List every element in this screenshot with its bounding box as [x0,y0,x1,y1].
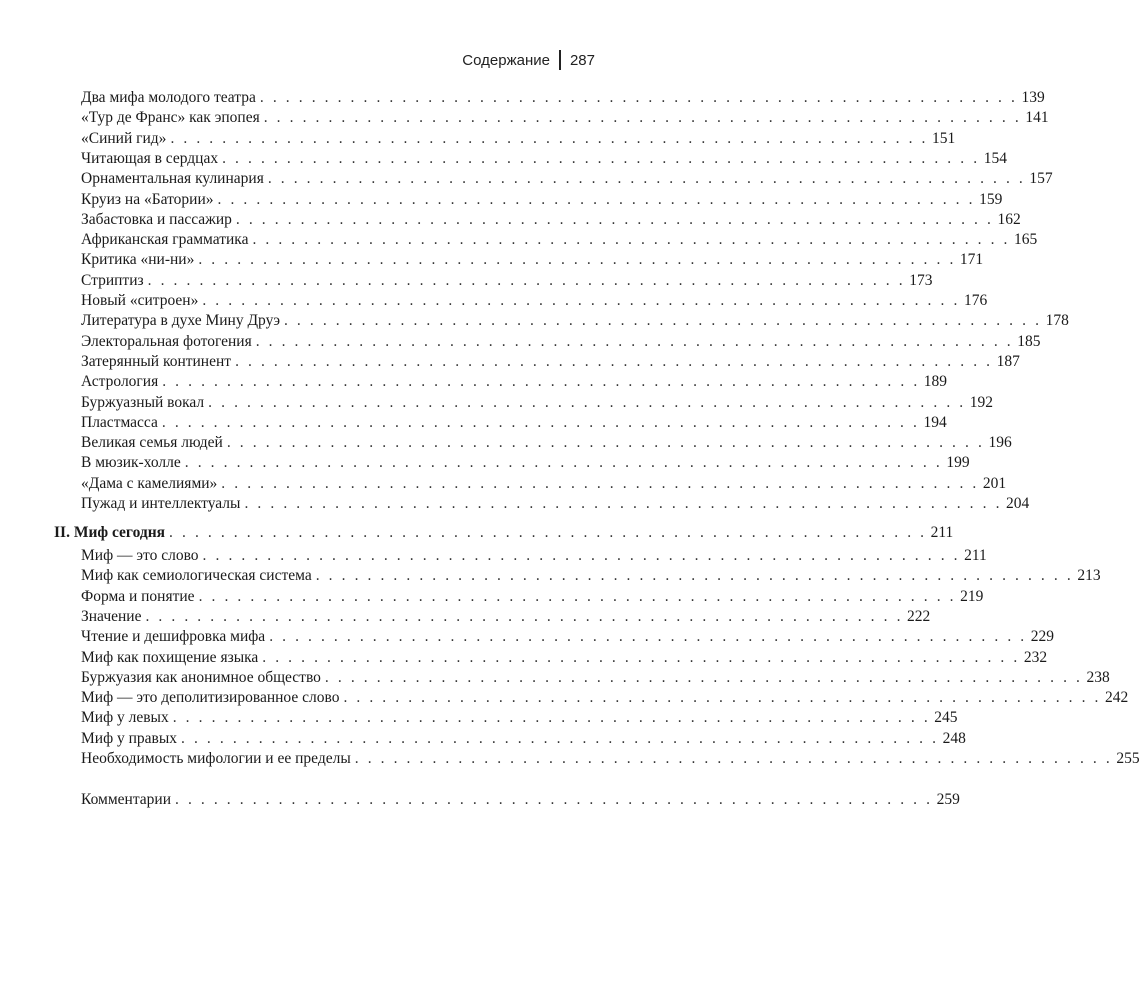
toc-entry-title: Два мифа молодого театра [81,89,256,106]
toc-entry-page: 204 [1006,495,1030,512]
toc-leader-dots: . . . . . . . . . . . . . . . . . . . . . . . . . . . . . . . . . . . . . . . . . . . . . . . . . . . . . . . . . . . [217,190,976,208]
toc-entry-page: 187 [996,352,1020,370]
toc-entry [54,523,954,543]
toc-entry-title: Значение [81,607,142,625]
toc-entry-title: «Тур де Франс» как эпопея [81,109,260,127]
toc-leader-dots: . . . . . . . . . . . . . . . . . . . . . . . . . . . . . . . . . . . . . . . . . . . . . . . . . . . . . . . . . . . [175,791,933,808]
toc-entry-title: Чтение и дешифровка мифа [81,628,266,646]
toc-leader-dots: . . . . . . . . . . . . . . . . . . . . . . . . . . . . . . . . . . . . . . . . . . . . . . . . . . . . . . . . . . . [267,170,1026,188]
toc-entry-page: 165 [1014,231,1038,249]
toc-entry-page: 213 [1077,567,1101,585]
toc-leader-dots: . . . . . . . . . . . . . . . . . . . . . . . . . . . . . . . . . . . . . . . . . . . . . . . . . . . . . . . . . . . [147,271,906,289]
toc-entry-title: Миф — это слово [81,547,199,564]
toc-leader-dots: . . . . . . . . . . . . . . . . . . . . . . . . . . . . . . . . . . . . . . . . . . . . . . . . . . . . . . . . . . . [172,709,931,727]
toc-entry-title: Миф как похищение языка [81,648,259,666]
toc-entry-title: Комментарии [81,791,171,808]
toc-entry-page: 232 [1023,648,1048,666]
toc-entry [54,352,1020,372]
toc-entry-page: 171 [959,251,984,269]
toc-entry-title: Астрология [81,373,159,391]
toc-leader-dots: . . . . . . . . . . . . . . . . . . . . . . . . . . . . . . . . . . . . . . . . . . . . . . . . . . . . . . . . . . . [170,129,929,147]
running-head-divider [559,50,561,70]
toc-entry [54,474,1007,494]
toc-entry [54,708,958,728]
toc-entry-page: 192 [969,393,993,411]
toc-entry [54,627,1055,647]
toc-leader-dots: . . . . . . . . . . . . . . . . . . . . . . . . . . . . . . . . . . . . . . . . . . . . . . . . . . . . . . . . . . . [198,587,957,605]
toc-entry-title: Буржуазный вокал [81,393,205,411]
toc-entry-title: Миф у правых [81,729,178,747]
toc-leader-dots: . . . . . . . . . . . . . . . . . . . . . . . . . . . . . . . . . . . . . . . . . . . . . . . . . . . . . . . . . . . [181,729,939,747]
toc-entry-title: Литература в духе Мину Друэ [81,312,280,330]
toc-entry-title: Пужад и интеллектуалы [81,495,241,512]
toc-leader-dots: . . . . . . . . . . . . . . . . . . . . . . . . . . . . . . . . . . . . . . . . . . . . . . . . . . . . . . . . . . . [255,332,1014,350]
toc-entry-title: Забастовка и пассажир [81,210,232,228]
toc-entry-page: 185 [1017,332,1041,350]
toc-entry-title: Миф как семиологическая система [81,567,312,585]
toc-entry-title: «Синий гид» [81,129,167,147]
toc-leader-dots: . . . . . . . . . . . . . . . . . . . . . . . . . . . . . . . . . . . . . . . . . . . . . . . . . . . . . . . . . . . [202,547,961,564]
toc-leader-dots: . . . . . . . . . . . . . . . . . . . . . . . . . . . . . . . . . . . . . . . . . . . . . . . . . . . . . . . . . . . [184,454,943,472]
toc-leader-dots: . . . . . . . . . . . . . . . . . . . . . . . . . . . . . . . . . . . . . . . . . . . . . . . . . . . . . . . . . . . [226,434,985,452]
toc-entry [54,169,1053,189]
toc-entry [54,291,988,311]
toc-entry-title: Миф у левых [81,709,169,727]
toc-leader-dots: . . . . . . . . . . . . . . . . . . . . . . . . . . . . . . . . . . . . . . . . . . . . . . . . . . . . . . . . . . . [202,292,960,309]
toc-entry [54,190,1003,210]
toc-entry [54,88,1045,108]
toc-entry-page: 238 [1086,668,1110,686]
toc-leader-dots: . . . . . . . . . . . . . . . . . . . . . . . . . . . . . . . . . . . . . . . . . . . . . . . . . . . . . . . . . . . [252,231,1011,249]
toc-entry-page: 196 [988,434,1012,452]
toc-entry [54,311,1069,331]
toc-entry-page: 229 [1030,628,1055,646]
toc-entry-page: 176 [963,292,988,309]
toc-entry [54,790,960,810]
toc-entry-title: Орнаментальная кулинария [81,170,264,188]
toc-leader-dots: . . . . . . . . . . . . . . . . . . . . . . . . . . . . . . . . . . . . . . . . . . . . . . . . . . . . . . . . . . . [221,474,979,492]
running-head [462,50,595,70]
toc-entry-page: 157 [1029,170,1053,188]
toc-entry-page: 248 [942,729,966,747]
toc-entry [54,413,947,433]
toc-entry [54,433,1012,453]
toc-leader-dots: . . . . . . . . . . . . . . . . . . . . . . . . . . . . . . . . . . . . . . . . . . . . . . . . . . . . . . . . . . . [262,648,1020,666]
toc-entry [54,607,931,627]
toc-entry [54,546,987,566]
toc-entry-page: 211 [930,524,954,541]
toc-entry-title: Африканская грамматика [81,231,249,249]
toc-entry-title: Миф — это деполитизированное слово [81,689,340,707]
toc-entry-page: 259 [936,791,960,808]
toc-entry [54,566,1101,586]
toc-entry-title: Новый «ситроен» [81,292,199,309]
toc-entry-page: 154 [983,149,1007,167]
toc-entry [54,271,933,291]
toc-leader-dots: . . . . . . . . . . . . . . . . . . . . . . . . . . . . . . . . . . . . . . . . . . . . . . . . . . . . . . . . . . . [161,413,920,431]
toc-entry [54,729,966,749]
toc-entry-title: Великая семья людей [81,434,223,452]
toc-entry-title: В мюзик-холле [81,454,181,472]
toc-entry-page: 141 [1025,109,1049,127]
toc-entry-page: 222 [907,607,931,625]
toc-leader-dots: . . . . . . . . . . . . . . . . . . . . . . . . . . . . . . . . . . . . . . . . . . . . . . . . . . . . . . . . . . . [343,689,1102,707]
toc-entry-title: II. Миф сегодня [54,524,166,541]
toc-entry [54,668,1110,688]
toc-leader-dots: . . . . . . . . . . . . . . . . . . . . . . . . . . . . . . . . . . . . . . . . . . . . . . . . . . . . . . . . . . . [315,567,1074,585]
toc-entry [54,749,1140,769]
toc-leader-dots: . . . . . . . . . . . . . . . . . . . . . . . . . . . . . . . . . . . . . . . . . . . . . . . . . . . . . . . . . . . [169,524,927,541]
toc-entry [54,453,970,473]
toc-entry-title: Форма и понятие [81,587,195,605]
toc-entry [54,393,993,413]
toc-leader-dots: . . . . . . . . . . . . . . . . . . . . . . . . . . . . . . . . . . . . . . . . . . . . . . . . . . . . . . . . . . . [244,495,1003,512]
toc-leader-dots: . . . . . . . . . . . . . . . . . . . . . . . . . . . . . . . . . . . . . . . . . . . . . . . . . . . . . . . . . . . [263,109,1022,127]
toc-entry [54,332,1041,352]
toc-leader-dots: . . . . . . . . . . . . . . . . . . . . . . . . . . . . . . . . . . . . . . . . . . . . . . . . . . . . . . . . . . . [235,352,993,370]
toc-entry-page: 194 [923,413,947,431]
toc-entry-title: Затерянный континент [81,352,232,370]
toc-entry-title: Читающая в сердцах [81,149,219,167]
toc-leader-dots: . . . . . . . . . . . . . . . . . . . . . . . . . . . . . . . . . . . . . . . . . . . . . . . . . . . . . . . . . . . [235,210,994,228]
toc-leader-dots: . . . . . . . . . . . . . . . . . . . . . . . . . . . . . . . . . . . . . . . . . . . . . . . . . . . . . . . . . . . [145,607,904,625]
toc-entry-title: «Дама с камелиями» [81,474,218,492]
toc-entry-title: Электоральная фотогения [81,332,252,350]
toc-entry-page: 151 [932,129,956,147]
running-head-section: Содержание [462,51,550,69]
toc-leader-dots: . . . . . . . . . . . . . . . . . . . . . . . . . . . . . . . . . . . . . . . . . . . . . . . . . . . . . . . . . . . [222,149,980,167]
toc-leader-dots: . . . . . . . . . . . . . . . . . . . . . . . . . . . . . . . . . . . . . . . . . . . . . . . . . . . . . . . . . . . [354,750,1113,767]
toc-entry-page: 162 [997,210,1021,228]
toc-leader-dots: . . . . . . . . . . . . . . . . . . . . . . . . . . . . . . . . . . . . . . . . . . . . . . . . . . . . . . . . . . . [162,373,920,391]
toc-entry-title: Буржуазия как анонимное общество [81,668,321,686]
toc-entry [54,688,1129,708]
toc-entry [54,648,1048,668]
toc-entry [54,230,1038,250]
toc-entry [54,494,1030,514]
toc-entry-page: 242 [1105,689,1129,707]
toc-entry-title: Стриптиз [81,271,144,289]
toc-entry-page: 173 [909,271,933,289]
toc-entry [54,149,1007,169]
running-head-page-number: 287 [569,51,595,69]
toc-entry-page: 211 [964,547,987,564]
toc-leader-dots: . . . . . . . . . . . . . . . . . . . . . . . . . . . . . . . . . . . . . . . . . . . . . . . . . . . . . . . . . . . [259,89,1018,106]
toc-entry [54,250,984,270]
toc-entry-page: 139 [1021,89,1045,106]
toc-entry-page: 189 [923,373,948,391]
toc-entry [54,372,948,392]
toc-entry-title: Пластмасса [81,413,158,431]
toc-entry-page: 199 [946,454,970,472]
toc-leader-dots: . . . . . . . . . . . . . . . . . . . . . . . . . . . . . . . . . . . . . . . . . . . . . . . . . . . . . . . . . . . [269,628,1027,646]
toc-entry [54,587,984,607]
toc-entry-title: Критика «ни-ни» [81,251,195,269]
toc-entry-title: Необходимость мифологии и ее пределы [81,750,351,767]
toc-leader-dots: . . . . . . . . . . . . . . . . . . . . . . . . . . . . . . . . . . . . . . . . . . . . . . . . . . . . . . . . . . . [198,251,956,269]
toc-leader-dots: . . . . . . . . . . . . . . . . . . . . . . . . . . . . . . . . . . . . . . . . . . . . . . . . . . . . . . . . . . . [324,668,1083,686]
toc-entry [54,108,1049,128]
toc-leader-dots: . . . . . . . . . . . . . . . . . . . . . . . . . . . . . . . . . . . . . . . . . . . . . . . . . . . . . . . . . . . [283,312,1042,330]
toc-entry-page: 255 [1116,750,1140,767]
toc-entry [54,129,956,149]
toc-entry [54,210,1021,230]
toc-entry-page: 245 [934,709,958,727]
toc-leader-dots: . . . . . . . . . . . . . . . . . . . . . . . . . . . . . . . . . . . . . . . . . . . . . . . . . . . . . . . . . . . [208,393,966,411]
toc-entry-page: 201 [982,474,1007,492]
toc-entry-page: 219 [960,587,984,605]
toc-entry-page: 159 [979,190,1003,208]
toc-entry-title: Круиз на «Батории» [81,190,214,208]
toc-entry-page: 178 [1045,312,1069,330]
